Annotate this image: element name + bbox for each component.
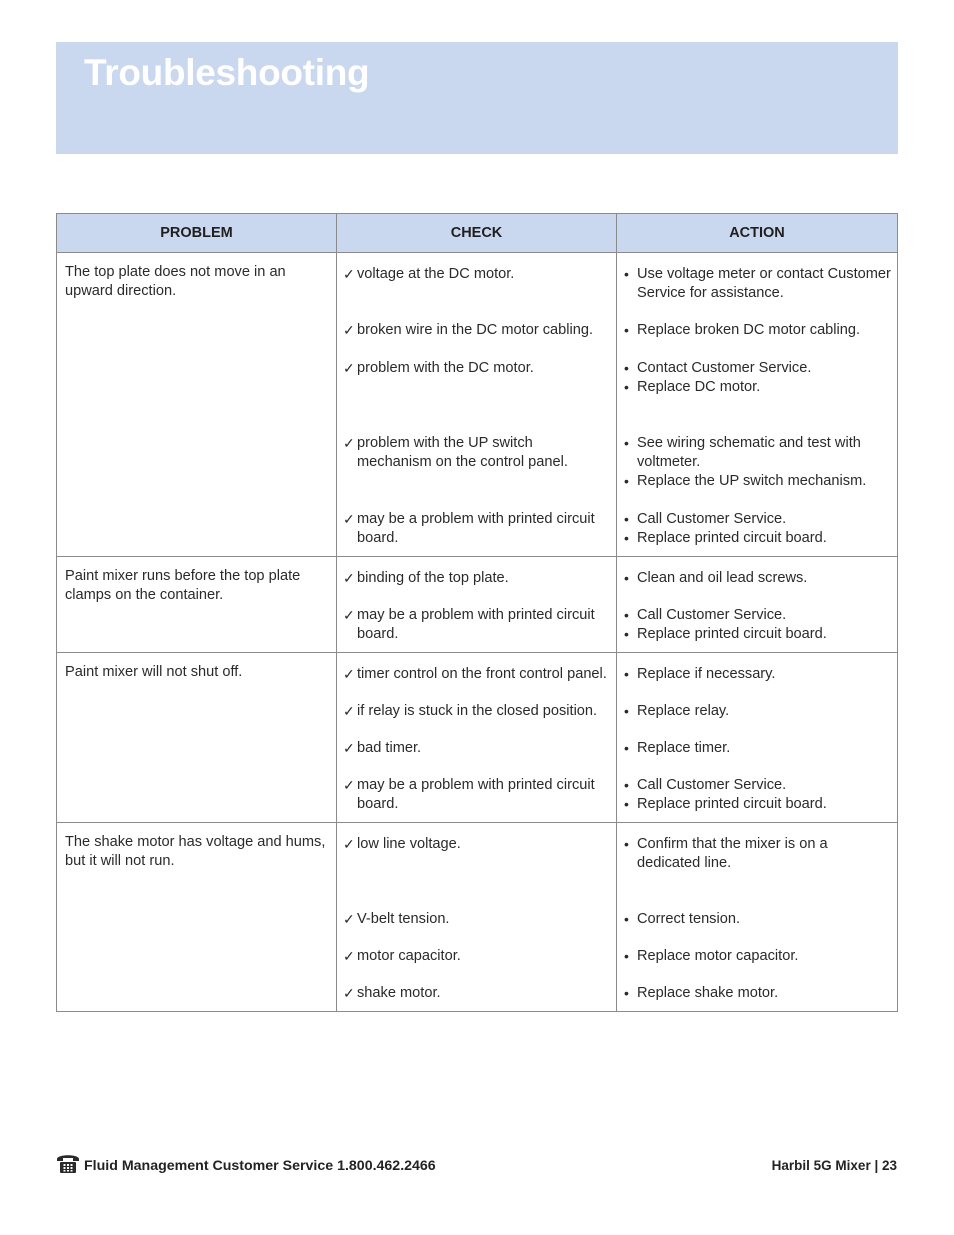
problem-cell xyxy=(57,557,337,653)
check-cell xyxy=(337,653,617,823)
action-item xyxy=(623,984,891,1003)
check-text: motor capacitor. xyxy=(357,948,461,964)
checkmark-icon: ✓ xyxy=(343,777,355,793)
check-text: low line voltage. xyxy=(357,836,461,852)
check-group xyxy=(343,702,610,721)
check-item xyxy=(343,776,610,814)
bullet-icon: • xyxy=(624,530,629,546)
action-text: Call Customer Service. xyxy=(637,607,787,623)
bullet-icon: • xyxy=(624,796,629,812)
action-text: Clean and oil lead screws. xyxy=(637,570,808,586)
action-text: Call Customer Service. xyxy=(637,777,787,793)
check-text: problem with the DC motor. xyxy=(357,360,534,376)
checkmark-icon: ✓ xyxy=(343,511,355,527)
check-text: voltage at the DC motor. xyxy=(357,266,515,282)
action-text: Replace motor capacitor. xyxy=(637,948,799,964)
action-text: Replace if necessary. xyxy=(637,666,776,682)
check-group xyxy=(343,606,610,644)
check-text: bad timer. xyxy=(357,740,422,756)
check-item xyxy=(343,569,610,588)
check-item xyxy=(343,321,610,340)
action-item xyxy=(623,910,891,929)
check-cell xyxy=(337,557,617,653)
check-text: may be a problem with printed circuit board. xyxy=(357,511,595,546)
problem-text: Paint mixer runs before the top plate clamps on the container. xyxy=(65,568,301,603)
bullet-icon: • xyxy=(624,777,629,793)
check-group xyxy=(343,665,610,684)
action-item xyxy=(623,569,891,588)
page-number: Harbil 5G Mixer | 23 xyxy=(771,1158,897,1173)
bullet-icon: • xyxy=(624,511,629,527)
action-item xyxy=(623,434,891,472)
action-text: Replace shake motor. xyxy=(637,985,779,1001)
action-text: Replace timer. xyxy=(637,740,731,756)
action-group xyxy=(623,984,891,1003)
action-group xyxy=(623,702,891,721)
phone-icon xyxy=(56,1152,80,1174)
check-text: problem with the UP switch mechanism on the control panel. xyxy=(357,435,568,470)
action-text: Use voltage meter or contact Customer Service for assistance. xyxy=(637,266,891,301)
check-text: shake motor. xyxy=(357,985,441,1001)
action-item xyxy=(623,606,891,625)
action-item xyxy=(623,625,891,644)
action-text: Contact Customer Service. xyxy=(637,360,812,376)
check-item xyxy=(343,510,610,548)
check-text: may be a problem with printed circuit board. xyxy=(357,607,595,642)
page-title: Troubleshooting xyxy=(84,52,370,93)
column-header-problem: PROBLEM xyxy=(57,214,337,253)
action-text: See wiring schematic and test with voltmeter. xyxy=(637,435,861,470)
action-group xyxy=(623,665,891,684)
bullet-icon: • xyxy=(624,435,629,451)
problem-text: The top plate does not move in an upward direction. xyxy=(65,264,286,299)
bullet-icon: • xyxy=(624,473,629,489)
check-group xyxy=(343,835,610,873)
table-row xyxy=(57,253,898,557)
action-text: Replace broken DC motor cabling. xyxy=(637,322,861,338)
action-group xyxy=(623,265,891,303)
bullet-icon: • xyxy=(624,703,629,719)
action-text: Replace printed circuit board. xyxy=(637,626,827,642)
action-item xyxy=(623,472,891,491)
checkmark-icon: ✓ xyxy=(343,435,355,451)
bullet-icon: • xyxy=(624,911,629,927)
checkmark-icon: ✓ xyxy=(343,740,355,756)
action-text: Correct tension. xyxy=(637,911,741,927)
checkmark-icon: ✓ xyxy=(343,911,355,927)
check-group xyxy=(343,947,610,966)
action-text: Replace relay. xyxy=(637,703,730,719)
check-item xyxy=(343,910,610,929)
action-group xyxy=(623,434,891,491)
check-group xyxy=(343,434,610,491)
customer-service-line: Fluid Management Customer Service 1.800.462.2466 xyxy=(84,1158,436,1174)
check-item xyxy=(343,606,610,644)
action-cell xyxy=(617,653,898,823)
check-item xyxy=(343,265,610,284)
action-group xyxy=(623,835,891,873)
action-item xyxy=(623,510,891,529)
action-text: Replace DC motor. xyxy=(637,379,761,395)
title-banner xyxy=(56,42,898,154)
checkmark-icon: ✓ xyxy=(343,948,355,964)
check-item xyxy=(343,434,610,472)
column-header-check: CHECK xyxy=(337,214,617,253)
check-item xyxy=(343,739,610,758)
action-text: Replace printed circuit board. xyxy=(637,530,827,546)
check-item xyxy=(343,835,610,854)
action-group xyxy=(623,947,891,966)
action-item xyxy=(623,835,891,873)
checkmark-icon: ✓ xyxy=(343,360,355,376)
action-item xyxy=(623,702,891,721)
problem-cell xyxy=(57,253,337,557)
bullet-icon: • xyxy=(624,570,629,586)
check-text: binding of the top plate. xyxy=(357,570,509,586)
check-group xyxy=(343,910,610,929)
action-group xyxy=(623,359,891,397)
checkmark-icon: ✓ xyxy=(343,703,355,719)
checkmark-icon: ✓ xyxy=(343,985,355,1001)
table-row xyxy=(57,653,898,823)
check-group xyxy=(343,776,610,814)
bullet-icon: • xyxy=(624,360,629,376)
problem-text: Paint mixer will not shut off. xyxy=(65,664,243,680)
check-text: if relay is stuck in the closed position. xyxy=(357,703,598,719)
check-cell xyxy=(337,823,617,1012)
action-group xyxy=(623,910,891,929)
checkmark-icon: ✓ xyxy=(343,266,355,282)
check-group xyxy=(343,359,610,397)
check-item xyxy=(343,984,610,1003)
action-item xyxy=(623,776,891,795)
action-group xyxy=(623,569,891,588)
action-text: Call Customer Service. xyxy=(637,511,787,527)
bullet-icon: • xyxy=(624,666,629,682)
check-item xyxy=(343,359,610,378)
checkmark-icon: ✓ xyxy=(343,322,355,338)
problem-cell xyxy=(57,823,337,1012)
action-item xyxy=(623,795,891,814)
action-item xyxy=(623,359,891,378)
action-item xyxy=(623,321,891,340)
action-group xyxy=(623,739,891,758)
bullet-icon: • xyxy=(624,836,629,852)
table-header-row xyxy=(57,214,898,253)
action-item xyxy=(623,378,891,397)
checkmark-icon: ✓ xyxy=(343,836,355,852)
problem-cell xyxy=(57,653,337,823)
check-group xyxy=(343,984,610,1003)
action-text: Confirm that the mixer is on a dedicated line. xyxy=(637,836,828,871)
check-text: V-belt tension. xyxy=(357,911,450,927)
action-group xyxy=(623,321,891,340)
check-item xyxy=(343,947,610,966)
action-group xyxy=(623,510,891,548)
table-row xyxy=(57,557,898,653)
action-item xyxy=(623,947,891,966)
checkmark-icon: ✓ xyxy=(343,607,355,623)
bullet-icon: • xyxy=(624,266,629,282)
bullet-icon: • xyxy=(624,985,629,1001)
action-group xyxy=(623,776,891,814)
action-cell xyxy=(617,253,898,557)
check-group xyxy=(343,569,610,588)
action-text: Replace the UP switch mechanism. xyxy=(637,473,867,489)
table-row xyxy=(57,823,898,1012)
action-item xyxy=(623,665,891,684)
check-cell xyxy=(337,253,617,557)
check-group xyxy=(343,321,610,340)
check-text: may be a problem with printed circuit board. xyxy=(357,777,595,812)
action-item xyxy=(623,739,891,758)
bullet-icon: • xyxy=(624,948,629,964)
column-header-action: ACTION xyxy=(617,214,898,253)
action-item xyxy=(623,265,891,303)
page-footer xyxy=(56,1152,897,1178)
check-group xyxy=(343,265,610,303)
checkmark-icon: ✓ xyxy=(343,666,355,682)
check-item xyxy=(343,702,610,721)
action-group xyxy=(623,606,891,644)
check-item xyxy=(343,665,610,684)
bullet-icon: • xyxy=(624,626,629,642)
action-text: Replace printed circuit board. xyxy=(637,796,827,812)
bullet-icon: • xyxy=(624,322,629,338)
bullet-icon: • xyxy=(624,607,629,623)
check-text: broken wire in the DC motor cabling. xyxy=(357,322,594,338)
problem-text: The shake motor has voltage and hums, but it will not run. xyxy=(65,834,326,869)
bullet-icon: • xyxy=(624,740,629,756)
check-text: timer control on the front control panel. xyxy=(357,666,607,682)
action-item xyxy=(623,529,891,548)
checkmark-icon: ✓ xyxy=(343,570,355,586)
troubleshooting-table xyxy=(56,213,898,1012)
bullet-icon: • xyxy=(624,379,629,395)
action-cell xyxy=(617,823,898,1012)
check-group xyxy=(343,510,610,548)
check-group xyxy=(343,739,610,758)
action-cell xyxy=(617,557,898,653)
